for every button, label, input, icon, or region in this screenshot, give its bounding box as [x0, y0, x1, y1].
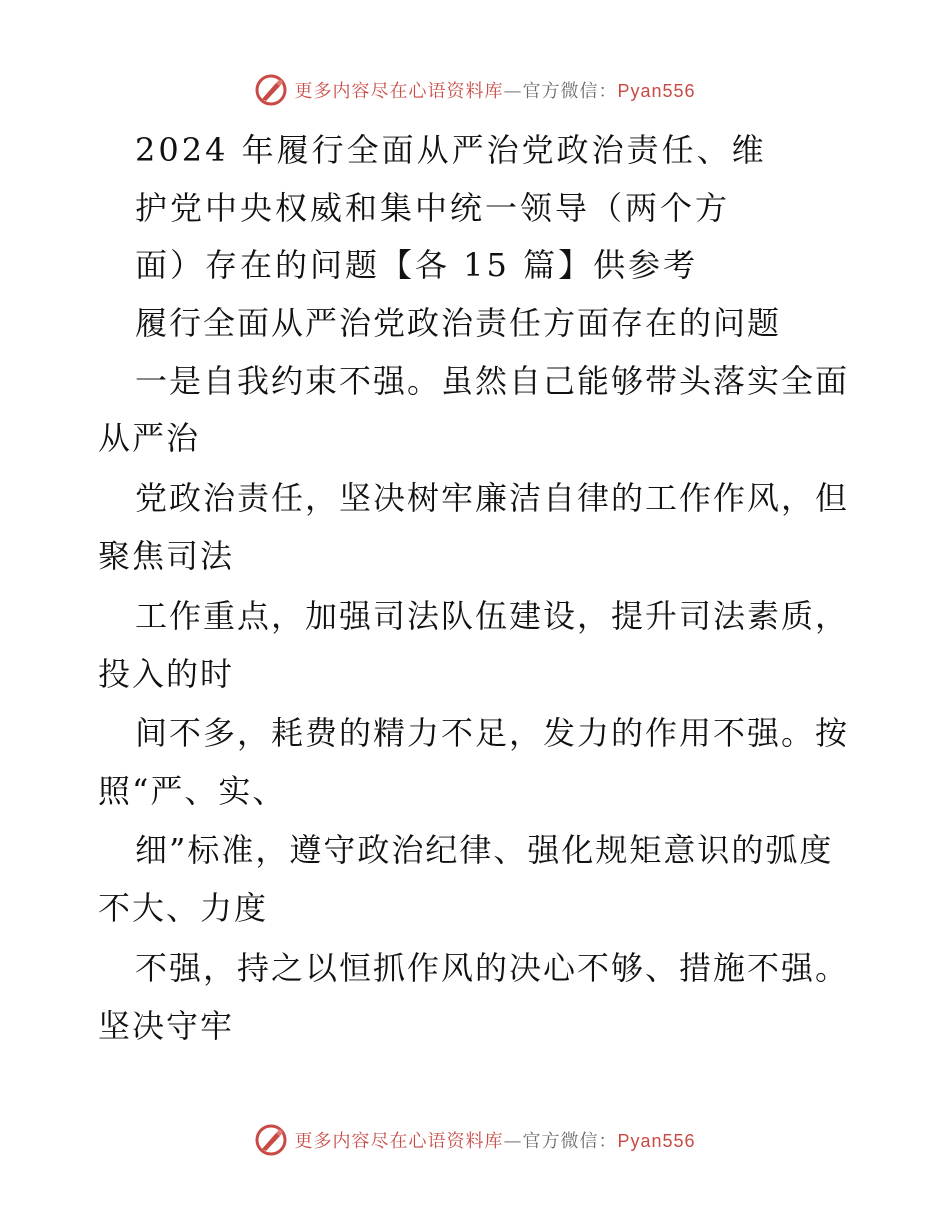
body-line-4: 聚焦司法: [98, 537, 235, 575]
body-line-8: 照“严、实、: [98, 772, 287, 810]
watermark-text: [294, 77, 695, 103]
watermark-wechat-label: 官方微信：: [522, 1131, 618, 1152]
watermark-dash: —: [503, 1131, 523, 1152]
watermark-dash: —: [503, 81, 523, 102]
body-line-1: 一是自我约束不强。虽然自己能够带头落实全面: [135, 362, 850, 400]
body-line-2: 从严治: [98, 419, 201, 457]
watermark-brand: 更多内容尽在心语资料库: [294, 1131, 504, 1152]
watermark-text: [294, 1127, 695, 1153]
watermark-account: Pyan556: [617, 81, 696, 101]
watermark-account: Pyan556: [617, 1131, 696, 1151]
body-line-10: 不大、力度: [98, 889, 269, 927]
body-line-11: 不强，持之以恒抓作风的决心不够、措施不强。: [135, 949, 850, 987]
body-line-7: 间不多，耗费的精力不足，发力的作用不强。按: [135, 714, 850, 752]
title-line-3: 面）存在的问题【各 15 篇】供参考: [135, 246, 699, 284]
body-line-12: 坚决守牢: [98, 1007, 235, 1045]
body-line-5: 工作重点，加强司法队伍建设，提升司法素质，: [135, 597, 850, 635]
title-line-1: 2024 年履行全面从严治党政治责任、维: [135, 131, 767, 169]
body-line-3: 党政治责任，坚决树牢廉洁自律的工作作风，但: [135, 479, 850, 517]
watermark-brand: 更多内容尽在心语资料库: [294, 81, 504, 102]
watermark-wechat-label: 官方微信：: [522, 81, 618, 102]
section-heading: 履行全面从严治党政治责任方面存在的问题: [135, 304, 782, 342]
title-line-2: 护党中央权威和集中统一领导（两个方: [135, 189, 731, 227]
pen-logo-icon: [254, 1123, 288, 1157]
body-line-6: 投入的时: [98, 655, 235, 693]
body-line-9: 细”标准，遵守政治纪律、强化规矩意识的弧度: [135, 831, 834, 869]
footer-watermark: [0, 1120, 950, 1160]
header-watermark: [0, 70, 950, 110]
pen-logo-icon: [254, 73, 288, 107]
